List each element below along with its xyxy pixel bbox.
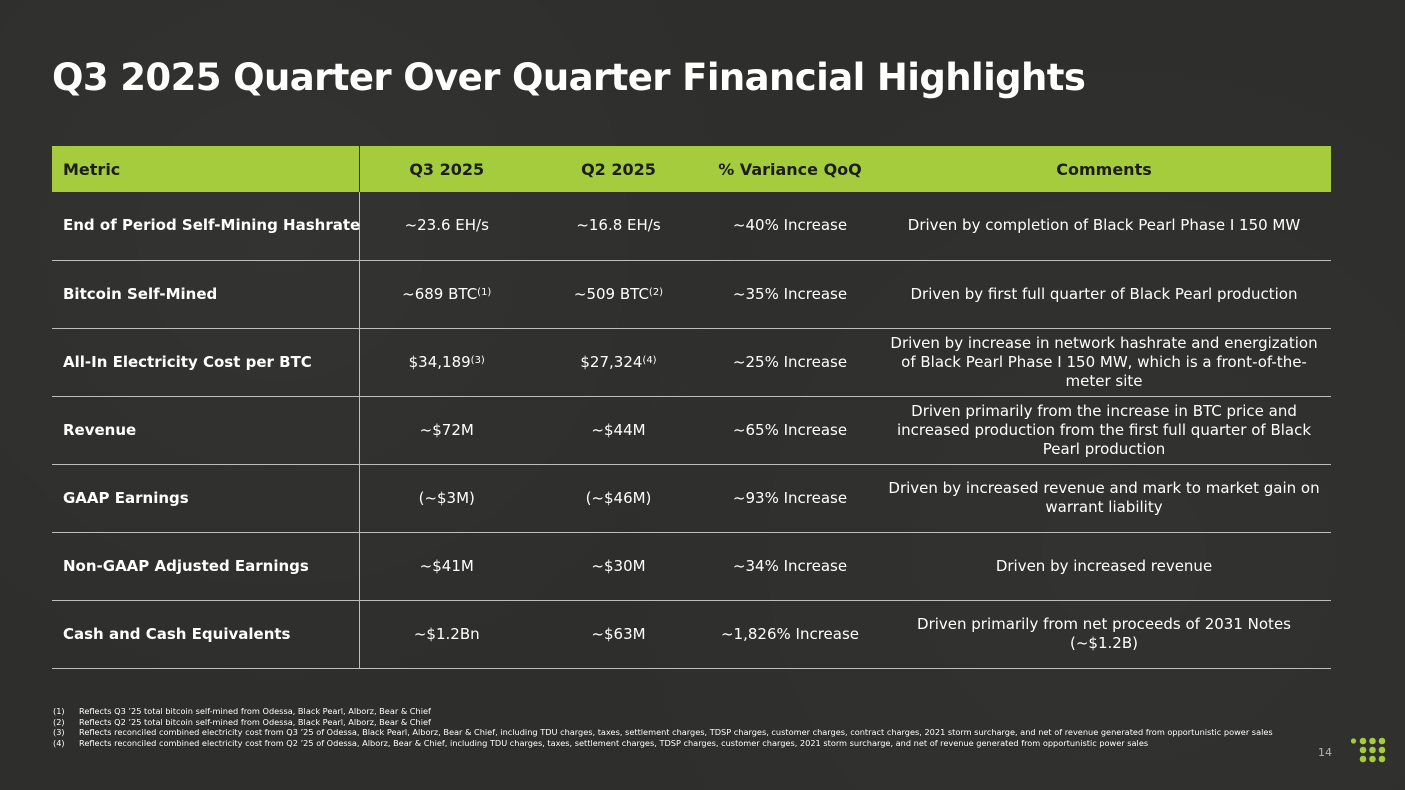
metric-cell: Revenue <box>52 396 359 464</box>
table-row <box>52 464 1331 532</box>
footnote <box>53 727 1273 738</box>
variance-cell: ~40% Increase <box>732 216 848 235</box>
comment-cell: Driven by completion of Black Pearl Phase I 150 MW <box>907 216 1301 235</box>
table-row <box>52 600 1331 668</box>
q2-value-cell <box>534 464 703 532</box>
metric-cell: GAAP Earnings <box>52 464 359 532</box>
q2-value-cell <box>534 260 703 328</box>
q3-value: ~$1.2Bn <box>413 624 480 643</box>
metric-cell: Non-GAAP Adjusted Earnings <box>52 532 359 600</box>
footnote <box>53 738 1273 749</box>
comment-cell: Driven by increased revenue and mark to market gain on warrant liability <box>888 479 1320 516</box>
q3-value-cell <box>359 464 534 532</box>
metric-cell: All-In Electricity Cost per BTC <box>52 328 359 396</box>
dot-grid-logo-icon <box>1350 737 1386 767</box>
footnote-number: (2) <box>53 716 65 727</box>
financial-highlights-table <box>52 146 1331 669</box>
header-q2-2025: Q2 2025 <box>581 159 656 179</box>
q2-value: $27,324 <box>580 352 643 371</box>
q3-value: ~23.6 EH/s <box>404 216 489 235</box>
table-row <box>52 260 1331 328</box>
page-title: Q3 2025 Quarter Over Quarter Financial Highlights <box>52 56 1086 99</box>
q3-value-cell <box>359 328 534 396</box>
variance-cell: ~25% Increase <box>732 352 848 371</box>
metric-cell: End of Period Self-Mining Hashrate <box>52 192 359 260</box>
variance-cell: ~35% Increase <box>732 284 848 303</box>
q2-value: ~16.8 EH/s <box>576 216 661 235</box>
footnote-ref: (1) <box>477 286 492 298</box>
q2-value: (~$46M) <box>585 488 652 507</box>
q3-value-cell <box>359 396 534 464</box>
q3-value: ~$72M <box>419 420 474 439</box>
footnote-ref: (4) <box>642 354 657 366</box>
q3-value-cell <box>359 600 534 668</box>
q2-value: ~$30M <box>591 556 646 575</box>
q2-value-cell <box>534 192 703 260</box>
q3-value: ~689 BTC <box>402 284 478 303</box>
q2-value-cell <box>534 532 703 600</box>
comment-cell: Driven primarily from net proceeds of 2031 Notes (~$1.2B) <box>917 615 1291 652</box>
q3-value-cell <box>359 192 534 260</box>
table-row <box>52 328 1331 396</box>
footnote-number: (4) <box>53 737 65 748</box>
variance-cell: ~65% Increase <box>732 420 848 439</box>
q2-value-cell <box>534 600 703 668</box>
metric-cell: Bitcoin Self-Mined <box>52 260 359 328</box>
q2-value: ~509 BTC <box>573 284 649 303</box>
q3-value-cell <box>359 532 534 600</box>
footnote-text: Reflects reconciled combined electricity cost from Q2 ’25 of Odessa, Alborz, Bear & Chief, including TDU charges, taxes, settlement charges, TDSP charges, customer charges, 2021 storm surcharge, and net of revenue generated from opportunistic power sales <box>79 737 1149 748</box>
variance-cell: ~1,826% Increase <box>720 624 859 643</box>
page-number: 14 <box>1318 746 1332 759</box>
header-q3-2025: Q3 2025 <box>409 159 485 179</box>
comment-cell: Driven by increase in network hashrate and energization of Black Pearl Phase I 150 MW, which is a front-of-the-meter site <box>890 333 1318 390</box>
q3-value-cell <box>359 260 534 328</box>
footnote-number: (1) <box>53 706 65 716</box>
variance-cell: ~34% Increase <box>732 556 848 575</box>
table-header-row <box>52 146 1331 192</box>
q3-value: $34,189 <box>408 352 471 371</box>
q2-value-cell <box>534 396 703 464</box>
comment-cell: Driven primarily from the increase in BTC price and increased production from the first full quarter of Black Pearl production <box>896 401 1312 458</box>
footnote <box>53 706 1273 717</box>
header-metric: Metric <box>52 146 359 192</box>
footnote <box>53 717 1273 728</box>
footnote-ref: (3) <box>470 354 485 366</box>
comment-cell: Driven by increased revenue <box>995 556 1213 575</box>
variance-cell: ~93% Increase <box>732 488 848 507</box>
q2-value: ~$44M <box>591 420 646 439</box>
header-variance: % Variance QoQ <box>718 159 862 179</box>
footnote-text: Reflects Q2 ’25 total bitcoin self-mined from Odessa, Black Pearl, Alborz, Bear & Chief <box>79 716 431 727</box>
footnote-text: Reflects Q3 ’25 total bitcoin self-mined from Odessa, Black Pearl, Alborz, Bear & Chief <box>79 706 431 716</box>
q2-value: ~$63M <box>591 624 646 643</box>
metric-cell: Cash and Cash Equivalents <box>52 600 359 668</box>
comment-cell: Driven by first full quarter of Black Pearl production <box>910 284 1298 303</box>
q3-value: ~$41M <box>419 556 474 575</box>
table-row <box>52 192 1331 260</box>
footnotes <box>53 706 1273 748</box>
q3-value: (~$3M) <box>418 488 475 507</box>
footnote-ref: (2) <box>648 286 664 298</box>
footnote-number: (3) <box>53 727 65 737</box>
header-comments: Comments <box>1056 159 1152 179</box>
q2-value-cell <box>534 328 703 396</box>
footnote-text: Reflects reconciled combined electricity cost from Q3 ’25 of Odessa, Black Pearl, Alborz, Bear & Chief, including TDU charges, taxes, settlement charges, TDSP charges, customer charges, contract charges, 2021 storm surcharge, and net of revenue generated from opportunistic power sales <box>79 727 1273 737</box>
table-row <box>52 396 1331 464</box>
table-row <box>52 532 1331 600</box>
